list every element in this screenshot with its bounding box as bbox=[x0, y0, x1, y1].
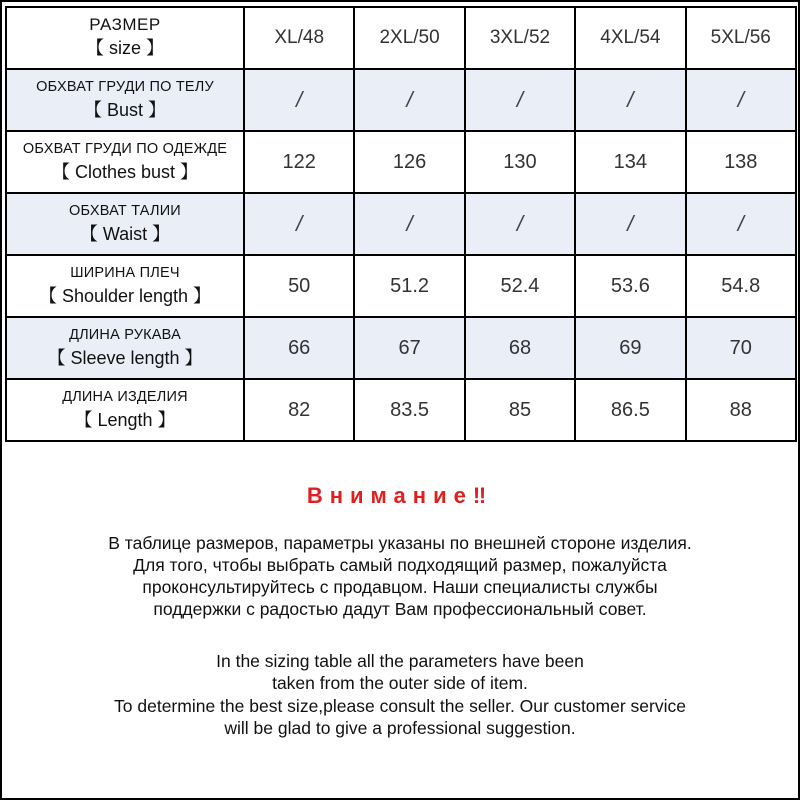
value-cell bbox=[575, 379, 685, 441]
value-cell bbox=[244, 255, 354, 317]
value-cell bbox=[244, 131, 354, 193]
row-label-cell bbox=[6, 379, 244, 441]
value-cell bbox=[244, 193, 354, 255]
notice-ru-line: поддержки с радостью дадут Вам профессиональный совет. bbox=[153, 599, 647, 619]
table-row-sleeve bbox=[6, 317, 796, 379]
table-row-waist bbox=[6, 193, 796, 255]
value-cell bbox=[686, 255, 796, 317]
header-label-en: 【 size 】 bbox=[85, 38, 164, 58]
value-cell bbox=[465, 255, 575, 317]
value-cell bbox=[465, 379, 575, 441]
cell-value: 130 bbox=[503, 150, 537, 173]
size-label: XL/48 bbox=[274, 27, 325, 48]
cell-value: / bbox=[627, 87, 634, 112]
row-label-cell bbox=[6, 255, 244, 317]
row-label-cell bbox=[6, 69, 244, 131]
value-cell bbox=[575, 193, 685, 255]
row-label-ru: ДЛИНА ИЗДЕЛИЯ bbox=[62, 389, 188, 405]
header-label-ru: РАЗМЕР bbox=[89, 15, 161, 34]
cell-value: / bbox=[627, 211, 634, 236]
cell-value: / bbox=[516, 87, 524, 112]
value-cell bbox=[354, 255, 464, 317]
cell-value: 85 bbox=[508, 398, 532, 421]
table-row-clothes-bust bbox=[6, 131, 796, 193]
value-cell bbox=[575, 131, 685, 193]
notice-ru-line: проконсультируйтесь с продавцом. Наши специалисты службы bbox=[142, 577, 658, 597]
cell-value: 54.8 bbox=[721, 274, 761, 297]
value-cell bbox=[354, 193, 464, 255]
value-cell bbox=[354, 69, 464, 131]
size-label: 5XL/56 bbox=[710, 27, 771, 48]
notice-text-en-1 bbox=[0, 650, 800, 694]
cell-value: / bbox=[406, 211, 413, 236]
table-header-row bbox=[6, 7, 796, 69]
cell-value: / bbox=[296, 211, 303, 236]
table-row-bust bbox=[6, 69, 796, 131]
row-label-en: 【 Clothes bust 】 bbox=[51, 162, 199, 182]
size-header-cell bbox=[465, 7, 575, 69]
value-cell bbox=[354, 131, 464, 193]
size-label: 4XL/54 bbox=[600, 27, 661, 48]
row-label-ru: ОБХВАТ ТАЛИИ bbox=[69, 203, 181, 219]
row-label-ru: ДЛИНА РУКАВА bbox=[69, 327, 181, 343]
value-cell bbox=[575, 317, 685, 379]
cell-value: 86.5 bbox=[610, 398, 650, 421]
cell-value: / bbox=[737, 211, 744, 236]
value-cell bbox=[244, 69, 354, 131]
attention-heading: Внимание‼ bbox=[306, 483, 494, 508]
value-cell bbox=[465, 69, 575, 131]
cell-value: / bbox=[737, 87, 744, 112]
value-cell bbox=[686, 131, 796, 193]
value-cell bbox=[244, 379, 354, 441]
table-row-shoulder bbox=[6, 255, 796, 317]
size-header-cell bbox=[686, 7, 796, 69]
cell-value: 68 bbox=[508, 336, 532, 359]
row-label-cell bbox=[6, 193, 244, 255]
row-label-cell bbox=[6, 317, 244, 379]
cell-value: 53.6 bbox=[610, 274, 650, 297]
cell-value: 82 bbox=[288, 398, 311, 421]
row-label-en: 【 Bust 】 bbox=[83, 100, 167, 120]
notice-text-en-2 bbox=[0, 695, 800, 739]
row-label-ru: ШИРИНА ПЛЕЧ bbox=[70, 265, 180, 281]
value-cell bbox=[575, 255, 685, 317]
notice-section bbox=[0, 478, 800, 620]
size-header-cell bbox=[575, 7, 685, 69]
row-label-en: 【 Waist 】 bbox=[79, 224, 171, 244]
notice-text-ru bbox=[0, 532, 800, 620]
notice-en-line: To determine the best size,please consult the seller. Our customer service bbox=[114, 696, 686, 716]
notice-en-line: In the sizing table all the parameters have been bbox=[216, 651, 584, 671]
cell-value: 50 bbox=[288, 274, 311, 297]
size-header-cell bbox=[244, 7, 354, 69]
notice-en-line: will be glad to give a professional suggestion. bbox=[224, 718, 576, 738]
value-cell bbox=[354, 317, 464, 379]
cell-value: 70 bbox=[729, 336, 752, 359]
value-cell bbox=[686, 69, 796, 131]
value-cell bbox=[686, 317, 796, 379]
row-label-ru: ОБХВАТ ГРУДИ ПО ОДЕЖДЕ bbox=[22, 141, 228, 157]
value-cell bbox=[465, 193, 575, 255]
cell-value: 134 bbox=[613, 150, 648, 173]
size-header-cell bbox=[354, 7, 464, 69]
cell-value: 67 bbox=[398, 336, 421, 359]
size-label: 2XL/50 bbox=[379, 27, 440, 48]
value-cell bbox=[244, 317, 354, 379]
row-label-cell bbox=[6, 131, 244, 193]
cell-value: 126 bbox=[392, 150, 427, 173]
row-label-ru: ОБХВАТ ГРУДИ ПО ТЕЛУ bbox=[36, 79, 214, 95]
value-cell bbox=[686, 193, 796, 255]
notice-ru-line: Для того, чтобы выбрать самый подходящий размер, пожалуйста bbox=[133, 555, 667, 575]
cell-value: 83.5 bbox=[390, 398, 430, 421]
row-label-en: 【 Shoulder length 】 bbox=[38, 286, 212, 306]
cell-value: / bbox=[406, 87, 413, 112]
cell-value: 52.4 bbox=[500, 274, 540, 297]
value-cell bbox=[686, 379, 796, 441]
header-label-cell bbox=[6, 7, 244, 69]
row-label-en: 【 Length 】 bbox=[74, 410, 176, 430]
cell-value: / bbox=[516, 211, 524, 236]
cell-value: / bbox=[296, 87, 303, 112]
value-cell bbox=[465, 131, 575, 193]
cell-value: 51.2 bbox=[390, 274, 430, 297]
notice-ru-line: В таблице размеров, параметры указаны по внешней стороне изделия. bbox=[108, 533, 692, 553]
value-cell bbox=[354, 379, 464, 441]
cell-value: 122 bbox=[282, 150, 316, 173]
cell-value: 88 bbox=[729, 398, 752, 421]
cell-value: 69 bbox=[619, 336, 642, 359]
value-cell bbox=[575, 69, 685, 131]
value-cell bbox=[465, 317, 575, 379]
notice-en-line: taken from the outer side of item. bbox=[272, 673, 528, 693]
table-row-length bbox=[6, 379, 796, 441]
cell-value: 138 bbox=[724, 150, 758, 173]
size-label: 3XL/52 bbox=[489, 27, 551, 48]
size-chart-table bbox=[5, 6, 797, 442]
row-label-en: 【 Sleeve length 】 bbox=[47, 348, 203, 368]
cell-value: 66 bbox=[288, 336, 311, 359]
